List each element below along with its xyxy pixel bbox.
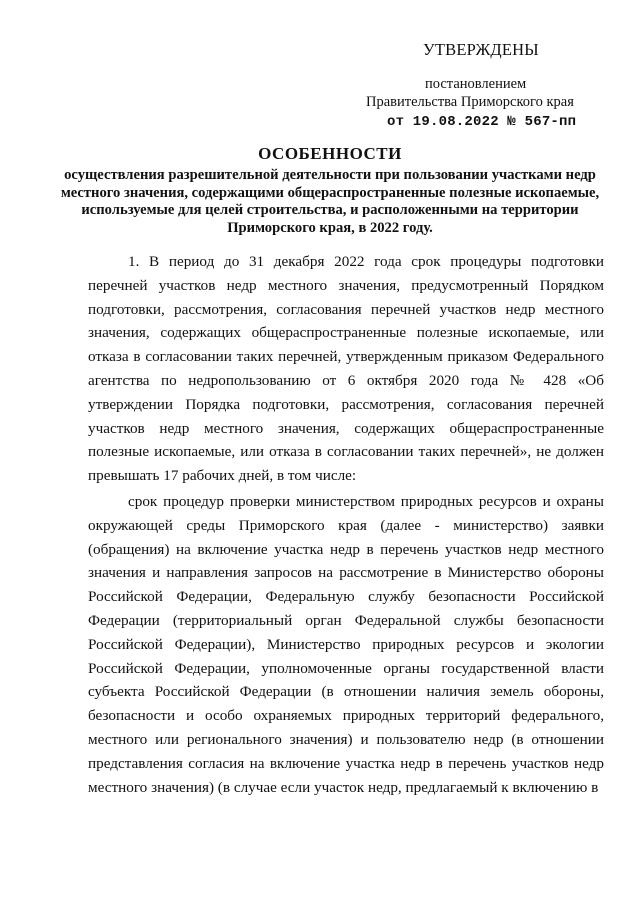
approval-authority: Правительства Приморского края	[366, 94, 574, 110]
document-title: ОСОБЕННОСТИ	[258, 144, 402, 163]
approval-title: УТВЕРЖДЕНЫ	[423, 40, 539, 59]
paragraph-1: 1. В период до 31 декабря 2022 года срок процедуры подготовки перечней участков недр местного значения, предусмотренный Порядком подготовки, рассмотрения, согласования перечней участков недр местного значения, содержащих общераспространенные полезные ископаемые, или отказа в согласовании таких перечней, утвержденным приказом Федерального агентства по недропользованию от 6 октября 2020 года № 428 «Об утверждении Порядка подготовки, рассмотрения, согласования перечней участков недр местного значения, содержащих общераспространенные полезные ископаемые, или отказа в согласовании таких перечней», не должен превышать 17 рабочих дней, в том числе:	[88, 253, 604, 485]
paragraph-2: срок процедур проверки министерством природных ресурсов и охраны окружающей среды Приморского края (далее - министерство) заявки (обращения) на включение участка недр в перечень участков недр местного значения и направления запросов на рассмотрение в Министерство обороны Российской Федерации, Федеральную службу безопасности Российской Федерации (территориальный орган Федеральной службы безопасности Российской Федерации), Министерство природных ресурсов и экологии Российской Федерации, уполномоченные органы государственной власти субъекта Российской Федерации (в отношении наличия земель обороны, безопасности и особо охраняемых природных территорий федерального, местного или регионального значения) и пользователю недр (в отношении представления согласия на включение участка недр в перечень участков недр местного значения) (в случае если участок недр, предлагаемый к включению в	[88, 492, 604, 796]
document-heading	[60, 142, 600, 237]
approval-date-number: от 19.08.2022 № 567-пп	[387, 114, 577, 130]
document-subtitle: осуществления разрешительной деятельности при пользовании участками недр местного значения, содержащими общераспространенные полезные ископаемые, используемые для целей строительства, и расположенными на территории Приморского края, в 2022 году.	[60, 167, 600, 236]
document-body	[88, 250, 604, 799]
approval-resolution-label: постановлением	[425, 76, 527, 92]
